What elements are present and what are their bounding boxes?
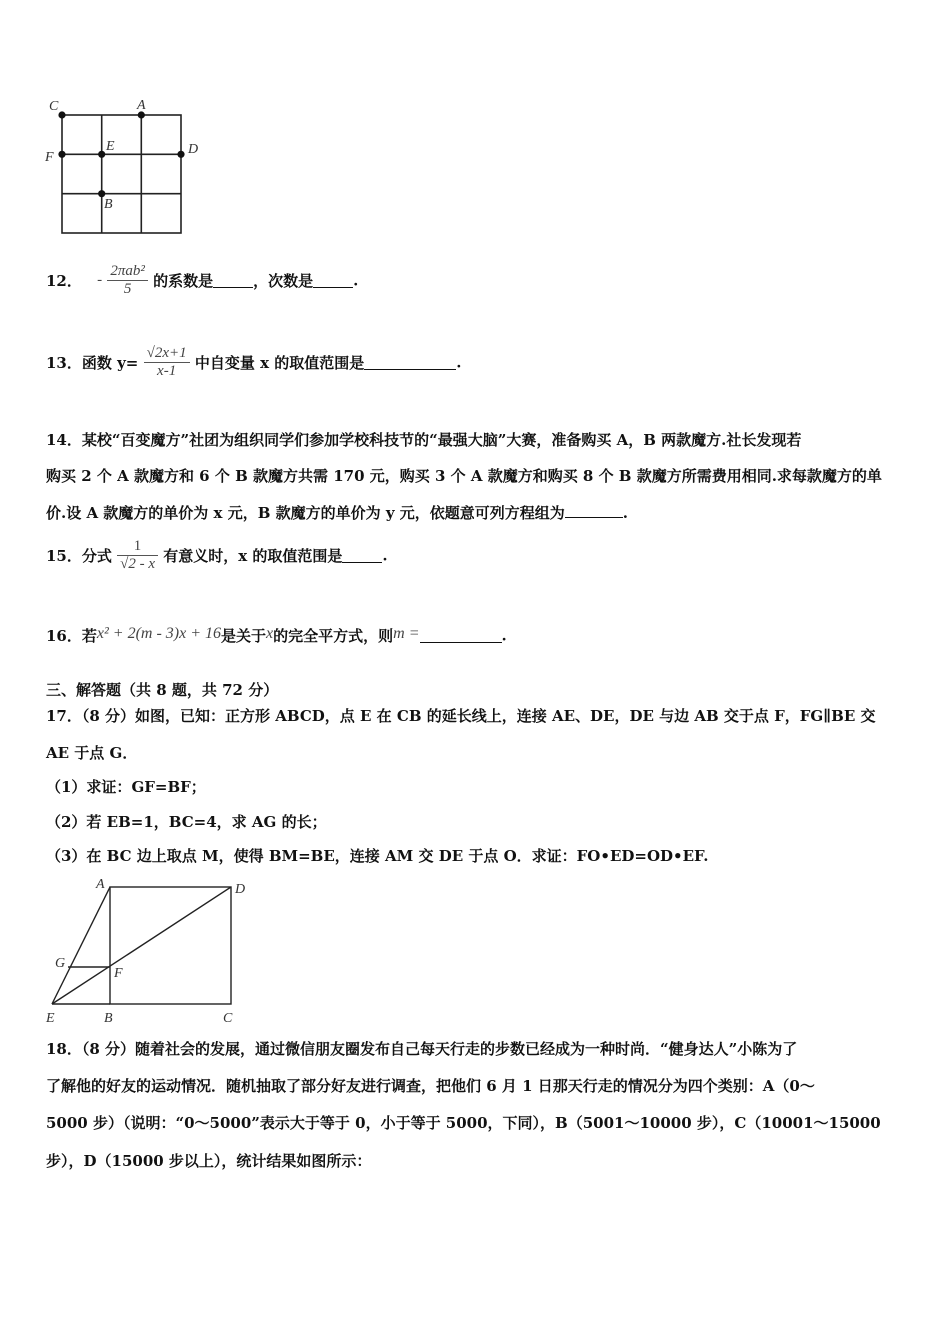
label-a2: A: [96, 877, 105, 892]
q13-numerator: √2x+1: [144, 345, 190, 363]
q17-part-2: （2）若 EB=1，BC=4，求 AG 的长；: [46, 813, 327, 831]
label-g: G: [55, 956, 66, 971]
q15-blank: [342, 548, 382, 563]
q15-denominator: √2 - x: [120, 556, 155, 572]
q14-line-3-wrap: [46, 503, 628, 523]
q14-end: .: [622, 504, 628, 522]
label-b: B: [104, 197, 113, 212]
q15-numerator: 1: [117, 538, 158, 556]
q12-end: .: [353, 271, 359, 290]
q12-fraction: [107, 263, 148, 298]
q12-number: 12．: [46, 272, 82, 290]
q12-blank-coefficient: [213, 273, 253, 288]
q12-minus: -: [97, 272, 103, 288]
q14-line-3: 价.设 A 款魔方的单价为 x 元，B 款魔方的单价为 y 元，依题意可列方程组为: [46, 504, 565, 522]
question-15: [46, 538, 388, 573]
q16-expression: x² + 2(m - 3)x + 16: [96, 625, 222, 642]
q14-line-1: 14．某校“百变魔方”社团为组织同学们参加学校科技节的“最强大脑”大赛，准备购买 A，B 两款魔方.社长发现若: [46, 431, 802, 449]
q15-end: .: [382, 546, 388, 565]
q18-line-3: 5000 步）（说明：“0～5000”表示大于等于 0，小于等于 5000，下同），B（5001～10000 步），C（10001～15000: [46, 1114, 881, 1132]
label-e2: E: [46, 1011, 55, 1026]
q13-number: 13．函数 y=: [46, 354, 139, 372]
label-a: A: [137, 98, 146, 113]
q17-line-1: 17．（8 分）如图，已知：正方形 ABCD，点 E 在 CB 的延长线上，连接 AE、DE，DE 与边 AB 交于点 F，FG∥BE 交: [46, 707, 876, 725]
q18-line-2: 了解他的好友的运动情况．随机抽取了部分好友进行调查，把他们 6 月 1 日那天行走的情况分为四个类别：A（0～: [46, 1077, 815, 1095]
q12-denominator: 5: [123, 281, 132, 297]
q14-blank: [565, 503, 623, 518]
grid-figure: [40, 95, 210, 240]
q14-line-2: 购买 2 个 A 款魔方和 6 个 B 款魔方共需 170 元，购买 3 个 A 款魔方和购买 8 个 B 款魔方所需费用相同.求每款魔方的单: [46, 467, 882, 485]
question-16: [46, 625, 507, 646]
label-c: C: [49, 99, 59, 114]
q18-line-1: 18．（8 分）随着社会的发展，通过微信朋友圈发布自己每天行走的步数已经成为一种时尚．“健身达人”小陈为了: [46, 1040, 798, 1058]
q12-numerator: 2πab²: [107, 263, 148, 281]
label-f2: F: [114, 966, 123, 981]
label-e: E: [106, 139, 115, 154]
label-f: F: [45, 150, 54, 165]
q16-variable: x: [266, 625, 274, 642]
point-c: [58, 111, 65, 118]
q15-number: 15．分式: [46, 547, 112, 565]
q13-denominator: x-1: [157, 363, 177, 379]
label-b2: B: [104, 1011, 113, 1026]
q13-end: .: [456, 353, 462, 372]
q15-text: 有意义时，x 的取值范围是: [163, 547, 343, 565]
q16-blank: [420, 628, 502, 643]
q12-text-a: 的系数是: [153, 272, 214, 290]
point-f: [58, 151, 65, 158]
q16-lhs: m =: [393, 625, 420, 642]
q13-text: 中自变量 x 的取值范围是: [194, 354, 365, 372]
question-12: [46, 263, 358, 298]
q17-part-1: （1）求证：GF=BF；: [46, 778, 206, 796]
q16-end: .: [501, 626, 507, 645]
question-13: [46, 345, 462, 380]
label-d: D: [188, 142, 199, 157]
q12-blank-degree: [313, 273, 353, 288]
square-figure: [40, 875, 270, 1030]
label-d2: D: [235, 882, 246, 897]
section-3-title: 三、解答题（共 8 题，共 72 分）: [46, 681, 279, 699]
q18-line-4: 步），D（15000 步以上），统计结果如图所示：: [46, 1152, 372, 1170]
q16-text-b: 的完全平方式，则: [273, 627, 394, 645]
q16-text-a: 是关于: [221, 627, 267, 645]
q13-fraction: [144, 345, 190, 380]
label-c2: C: [223, 1011, 233, 1026]
q13-blank: [364, 355, 456, 370]
point-d: [177, 151, 184, 158]
q12-text-b: ，次数是: [253, 272, 314, 290]
q17-line-2: AE 于点 G．: [46, 744, 138, 762]
q15-fraction: [117, 538, 158, 573]
point-e: [98, 151, 105, 158]
q16-number: 16．若: [46, 627, 97, 645]
q17-part-3: （3）在 BC 边上取点 M，使得 BM=BE，连接 AM 交 DE 于点 O．求证：FO•ED=OD•EF.: [46, 847, 709, 865]
